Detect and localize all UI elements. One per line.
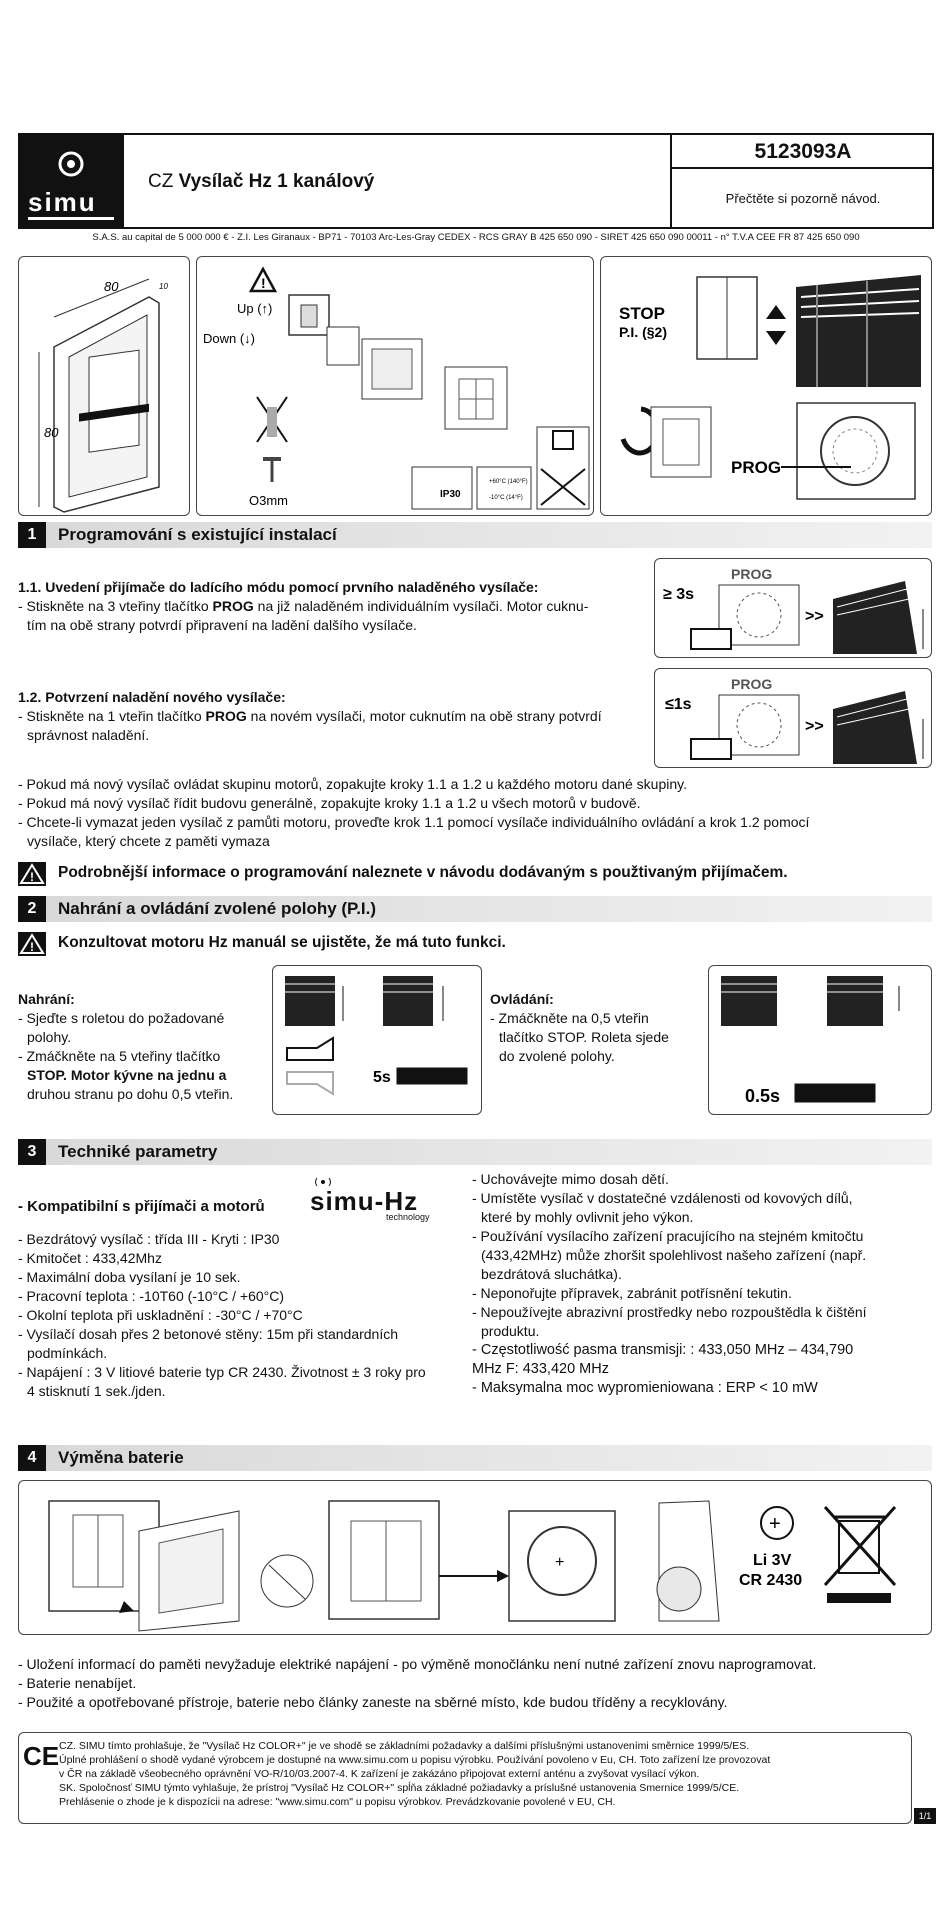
legal-line: S.A.S. au capital de 5 000 000 € - Z.I. Les Giranaux - BP71 - 70103 Arc-Les-Gray CEDEX - RCS GRAY B 425 650 090 - SIRET 425 650 090 00011 - n° T.V.A CEE FR 87 425 650 090 — [92, 232, 860, 243]
step-1-2-time: ≤1s — [665, 696, 692, 713]
logo-wordmark: simu — [28, 187, 97, 217]
step-1-1-prog: PROG — [731, 566, 773, 582]
record-5s-drawing — [273, 966, 482, 1115]
ip-rating-label: IP30 — [440, 489, 461, 500]
section-title: Výměna baterie — [58, 1448, 184, 1467]
section-4-notes — [18, 1655, 932, 1712]
svg-text:+: + — [769, 1513, 781, 1535]
document-code: 5123093A — [672, 135, 934, 169]
compatibility-line: - Kompatibilní s přijímači a motorů simu-Hz technology — [18, 1190, 458, 1220]
svg-text:+: + — [555, 1554, 565, 1571]
dim-height: 80 — [44, 425, 59, 440]
section-number: 3 — [18, 1139, 46, 1165]
document-header — [18, 133, 934, 229]
step-1-1-figure — [654, 558, 932, 658]
step-1-2-figure — [654, 668, 932, 768]
battery-type: Li 3V — [753, 1552, 792, 1569]
section-3-header — [18, 1139, 932, 1165]
section-2-header — [18, 896, 932, 922]
step-1-2: 1.2. Potvrzení naladění nového vysílače: - Stiskněte na 1 vteřin tlačítko PROG na novém vysílači, motor cuknutím na obě strany potvrdí správnost naladění. — [18, 688, 648, 745]
mounting-figure — [196, 256, 594, 516]
prog-3s-drawing — [655, 559, 932, 658]
document-title: CZ Vysílač Hz 1 kanálový — [148, 171, 375, 192]
step-1-1: 1.1. Uvedení přijímače do ladícího módu pomocí prvního naladěného vysílače: - Stiskněte na 3 vteřiny tlačítko PROG na již naladěném individuálním vysílači. Motor cuknu- tím na obě strany potvrdí připravení na ladění dalšího vysílače. — [18, 578, 648, 635]
dimensions-figure — [18, 256, 190, 516]
logo-mark-icon — [56, 149, 86, 179]
record-instructions: Nahrání: - Sjeďte s roletou do požadované polohy. - Zmáčkněte na 5 vteřiny tlačítko STOP. Motor kývne na jednu a druhou stranu po dohu 0,5 vteřin. — [18, 990, 268, 1104]
section-number: 2 — [18, 896, 46, 922]
code-cell — [670, 135, 932, 227]
ce-mark: CE — [23, 1741, 60, 1771]
note-line: - Uložení informací do paměti nevyžaduje elektriké napájení - po výměně monočlánku není nutné zařízení znovu naprogramovat. — [18, 1656, 817, 1672]
stop-prog-drawing — [601, 257, 932, 516]
page-number: 1/1 — [914, 1808, 936, 1824]
step-1-2-text: - Stiskněte na 1 vteřin tlačítko PROG na novém vysílači, motor cuknutím na obě strany potvrdí — [18, 708, 602, 724]
control-instructions: Ovládání: - Zmáčkněte na 0,5 vteřin tlačítko STOP. Roleta sjede do zvolené polohy. — [490, 990, 700, 1066]
stop-prog-figure — [600, 256, 932, 516]
title-cell — [122, 135, 670, 227]
svg-text:!: ! — [30, 870, 34, 884]
note-line: - Pokud má nový vysílač řídit budovu generálně, zopakujte kroky 1.1 a 1.2 u všech motorů v budově. — [18, 795, 641, 811]
note-line: - Použité a opotřebované přístroje, baterie nebo články zaneste na sběrné místo, kde budou tříděny a recyklovány. — [18, 1694, 728, 1710]
record-time: 5s — [373, 1069, 391, 1086]
down-label: Down (↓) — [203, 331, 256, 346]
battery-model: CR 2430 — [739, 1572, 803, 1589]
control-figure — [708, 965, 932, 1115]
technical-params-right: - Uchovávejte mimo dosah dětí. - Umístěte vysílač v dostatečné vzdálenosti od kovových dílů, které by mohly ovlivnit jeho výkon. - Používání vysílacího zařízení pracujícího na stejném kmitočtu (433,42MHz) může zhoršit spolehlivost našeho zařízení (např. bezdrátová sluchátka). - Neponořujte přípravek, zabránit potřísnění tekutin. - Nepoužívejte abrazivní prostředky nebo rozpouštědla k čištění produktu. - Częstotliwość pasma transmisji: : 433,050 MHz – 434,790 MHz F: 433,420 MHz - Maksymalna moc wypromieniowana : ERP < 10 mW — [472, 1171, 867, 1396]
temp-low-label: -10°C (14°F) — [489, 495, 523, 501]
section-number: 1 — [18, 522, 46, 548]
section-title: Programování s existující instalací — [58, 525, 337, 544]
stop-label: STOP — [619, 304, 665, 323]
mounting-drawing — [197, 257, 594, 516]
simu-hz-logo: simu-Hz — [310, 1186, 419, 1216]
svg-text:>>: >> — [805, 608, 824, 625]
control-heading: Ovládání: — [490, 991, 554, 1007]
declaration-box — [18, 1732, 912, 1824]
note-line: vysílače, který chcete z paměti vymaza — [27, 833, 270, 849]
control-05s-drawing — [709, 966, 932, 1115]
battery-replacement-figure — [18, 1480, 932, 1635]
declaration-text: CZ. SIMU tímto prohlašuje, že "Vysílač Hz COLOR+" je ve shodě se základními požadavky a dalšími příslušnými ustanoveními směrnice 1999/5/ES. Úplné prohlášení o shodě vydané výrobcem je dostupné na www.simu.com u popisu výrobku. Používání povoleno v Eu, CH. Toto zařízení lze provozovat v ČR na základě všeobecného oprávnění VO-R/10/03.2007-4. K zařízení je zakázáno připojovat externí anténu a zvyšovat vysílací výkon. SK. Spoločnosť SIMU týmto vyhlašuje, že prístroj "Vysílač Hz COLOR+" spĺňa základné požiadavky a príslušné ustanovenia Smernice 1999/5/CE. Prehlásenie o zhode je k dispozícii na adrese: "www.simu.com" u popisu výrobkov. Prevádzkovanie povolené v EU, CH. — [59, 1739, 909, 1809]
read-instructions-note: Přečtěte si pozorně návod. — [725, 191, 881, 206]
simu-logo — [20, 135, 122, 227]
step-1-2-heading: 1.2. Potvrzení naladění nového vysílače: — [18, 689, 286, 705]
warning-icon — [18, 932, 46, 956]
dim-width: 80 — [104, 279, 119, 294]
step-1-1-heading: 1.1. Uvedení přijímače do ladícího módu pomocí prvního naladěného vysílače: — [18, 579, 539, 595]
screw-size-label: O3mm — [249, 493, 288, 508]
section-1-header — [18, 522, 932, 548]
note-line: - Baterie nenabíjet. — [18, 1675, 137, 1691]
warning-icon — [18, 862, 46, 886]
dim-depth: 10 — [159, 282, 168, 291]
note-line: - Chcete-li vymazat jeden vysílač z pamůti motoru, proveďte krok 1.1 pomocí vysílače individuálního ovládání a krok 1.2 pomocí — [18, 814, 810, 830]
weee-bin-icon — [825, 1507, 895, 1603]
section-4-header — [18, 1445, 932, 1471]
section-2-warning: ! Konzultovat motoru Hz manuál se ujistěte, že má tuto funkci. — [18, 932, 932, 960]
record-heading: Nahrání: — [18, 991, 75, 1007]
technical-params-left: - Bezdrátový vysílač : třída III - Kryti : IP30 - Kmitočet : 433,42Mhz - Maximální doba vysílaní je 10 sek. - Pracovní teplota : -10T60 (-10°C / +60°C) - Okolní teplota při uskladnění : -30°C / +70°C - Vysílačí dosah přes 2 betonové stěny: 15m při standardních podmínkách. - Napájení : 3 V litiové baterie typ CR 2430. Životnost ± 3 roky pro 4 stisknutí 1 sek./jden. — [18, 1231, 426, 1399]
note-line: - Pokud má nový vysílač ovládat skupinu motorů, zopakujte kroky 1.1 a 1.2 u každého motoru dané skupiny. — [18, 776, 687, 792]
step-1-1-text: - Stiskněte na 3 vteřiny tlačítko PROG na již naladěném individuálním vysílači. Motor cuknu- — [18, 598, 589, 614]
section-1-warning: ! Podrobnější informace o programování naleznete v návodu dodávaným s použtivaným přijímačem. — [18, 862, 932, 890]
svg-text:!: ! — [30, 940, 34, 954]
section-title: Nahrání a ovládání zvolené polohy (P.I.) — [58, 899, 377, 918]
section-number: 4 — [18, 1445, 46, 1471]
up-label: Up (↑) — [237, 301, 273, 316]
battery-replacement-drawing — [19, 1481, 932, 1635]
record-figure — [272, 965, 482, 1115]
control-time: 0.5s — [745, 1086, 781, 1106]
temp-high-label: +60°C (140°F) — [489, 479, 528, 485]
section-1-notes — [18, 775, 932, 851]
step-1-2-prog: PROG — [731, 676, 773, 692]
prog-label: PROG — [731, 458, 782, 477]
device-dimensions-drawing — [19, 257, 190, 516]
svg-text:!: ! — [261, 275, 266, 291]
prog-1s-drawing — [655, 669, 932, 768]
svg-text:>>: >> — [805, 718, 824, 735]
step-1-1-time: ≥ 3s — [663, 586, 695, 603]
declaration-sk: SK. Spoločnosť SIMU týmto vyhlašuje, že prístroj "Vysílač Hz COLOR+" spĺňa základné požiadavky a príslušné ustanovenia Smernice 1999/5/CE. — [59, 1782, 740, 1794]
pi-label: P.I. (§2) — [619, 324, 667, 340]
simu-hz-subtitle: technology — [386, 1212, 430, 1222]
declaration-cz: CZ. SIMU tímto prohlašuje, že "Vysílač Hz COLOR+" je ve shodě se základními požadavky a dalšími příslušnými ustanoveními směrnice 1999/5/ES. — [59, 1740, 750, 1752]
section-title: Techniké parametry — [58, 1142, 218, 1161]
